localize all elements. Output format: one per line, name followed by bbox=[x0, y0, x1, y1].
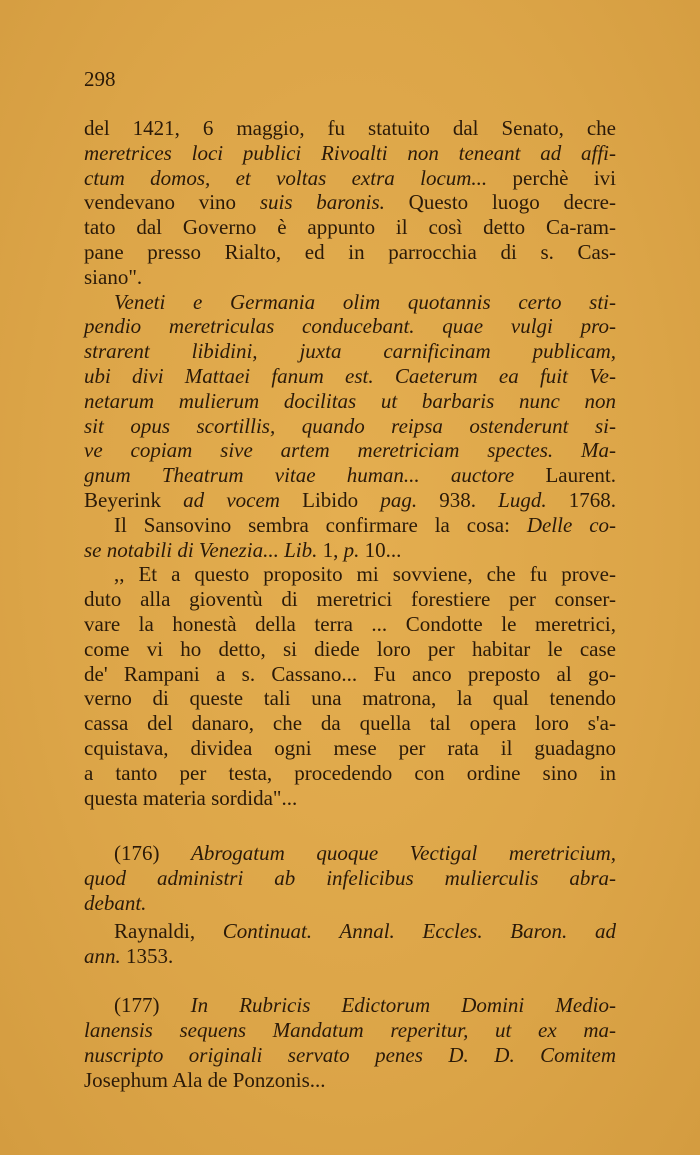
text-run: come vi ho detto, si diede loro per habitar le case bbox=[84, 636, 616, 661]
text-run: Questo luogo decre- bbox=[384, 190, 616, 215]
italic-text: nuscripto originali servato penes D. D. Comitem bbox=[84, 1043, 616, 1067]
text-run: cquistava, dividea ogni mese per rata il guadagno bbox=[84, 736, 616, 760]
footnote-176-line bbox=[114, 918, 616, 944]
footnote-176-line bbox=[114, 840, 616, 866]
footnote-177-line bbox=[114, 992, 616, 1018]
italic-text: ann. bbox=[84, 944, 121, 968]
italic-text: lanensis sequens Mandatum reperitur, ut ex ma- bbox=[84, 1018, 616, 1042]
footnote-176-line bbox=[84, 890, 616, 916]
text-run: 10... bbox=[359, 537, 402, 562]
text-run: perchè ivi bbox=[487, 165, 617, 190]
text-run: (177) bbox=[114, 993, 191, 1017]
text-run: del 1421, 6 maggio, fu statuito dal Senato, che bbox=[84, 116, 616, 140]
italic-text: suis baronis. bbox=[259, 190, 385, 215]
text-run: 1768. bbox=[546, 488, 617, 512]
main-line bbox=[84, 239, 616, 265]
text-run: pane presso Rialto, ed in parrocchia di s. Cas- bbox=[84, 240, 616, 264]
main-line bbox=[84, 264, 616, 290]
italic-text: ubi divi Mattaei fanum est. Caeterum ea fuit Ve- bbox=[84, 364, 616, 388]
text-run: Il Sansovino sembra confirmare la cosa: bbox=[114, 512, 527, 537]
text-run: Raynaldi, bbox=[114, 919, 223, 943]
main-line bbox=[84, 437, 616, 463]
main-line bbox=[84, 338, 616, 364]
text-run: (176) bbox=[114, 841, 192, 865]
main-line bbox=[84, 760, 616, 786]
main-line bbox=[114, 512, 616, 538]
text-run: tato dal Governo è appunto il così detto Ca-ram- bbox=[84, 215, 616, 240]
text-run: Beyerink bbox=[84, 488, 184, 512]
italic-text: Lugd. bbox=[498, 488, 547, 512]
main-line bbox=[84, 115, 616, 141]
text-run: a tanto per testa, procedendo con ordine sino in bbox=[84, 760, 616, 785]
main-line bbox=[84, 636, 616, 662]
main-line bbox=[84, 363, 616, 389]
main-line bbox=[84, 462, 616, 488]
italic-text: ad vocem bbox=[183, 488, 280, 512]
main-line bbox=[84, 313, 616, 339]
text-run: ,, Et a questo proposito mi sovviene, che fu prove- bbox=[114, 562, 616, 587]
italic-text: ve copiam sive artem meretriciam spectes. Ma- bbox=[84, 438, 616, 463]
italic-text: Abrogatum quoque Vectigal meretricium, bbox=[191, 841, 616, 865]
main-line bbox=[84, 189, 616, 215]
italic-text: netarum mulierum docilitas ut barbaris nunc non bbox=[84, 388, 616, 413]
italic-text: Veneti e Germania olim quotannis certo sti- bbox=[114, 289, 616, 314]
main-line bbox=[84, 685, 616, 711]
text-run: Josephum Ala de Ponzonis... bbox=[84, 1068, 326, 1092]
italic-text: pendio meretriculas conducebant. quae vulgi pro- bbox=[84, 314, 616, 339]
main-line bbox=[114, 289, 616, 315]
text-run: siano". bbox=[84, 264, 143, 289]
footnote-177-line bbox=[84, 1067, 616, 1093]
main-line bbox=[84, 586, 616, 612]
italic-text: ctum domos, et voltas extra locum... bbox=[84, 165, 488, 190]
text-run: vendevano vino bbox=[84, 190, 260, 215]
italic-text: gnum Theatrum vitae human... auctore bbox=[84, 463, 515, 488]
page-number: 298 bbox=[84, 67, 116, 91]
italic-text: Continuat. Annal. Eccles. Baron. ad bbox=[222, 919, 616, 943]
italic-text: quod administri ab infelicibus mulierculis abra- bbox=[84, 866, 616, 890]
italic-text: se notabili di Venezia... Lib. bbox=[84, 537, 318, 562]
main-line bbox=[84, 487, 616, 513]
main-line bbox=[84, 214, 616, 240]
main-line bbox=[84, 611, 616, 637]
text-run: cassa del danaro, che da quella tal opera loro s'a- bbox=[84, 711, 616, 736]
text-run: de' Rampani a s. Cassano... Fu anco preposto al go- bbox=[84, 661, 616, 686]
main-line bbox=[84, 710, 616, 736]
footnote-176-line bbox=[84, 865, 616, 891]
main-line bbox=[84, 537, 616, 563]
text-run: 938. bbox=[417, 488, 499, 512]
text-run: duto alla gioventù di meretrici forestiere per conser- bbox=[84, 587, 616, 612]
italic-text: In Rubricis Edictorum Domini Medio- bbox=[190, 993, 616, 1017]
main-line bbox=[84, 165, 616, 191]
footnote-177-line bbox=[84, 1042, 616, 1068]
italic-text: p. bbox=[343, 537, 360, 562]
text-run: vare la honestà della terra ... Condotte le meretrici, bbox=[84, 612, 616, 636]
italic-text: pag. bbox=[380, 488, 418, 512]
main-line bbox=[84, 785, 616, 811]
main-line bbox=[84, 661, 616, 687]
main-line bbox=[84, 735, 616, 761]
text-run: Libido bbox=[279, 488, 381, 512]
italic-text: debant. bbox=[84, 891, 147, 915]
main-line bbox=[84, 413, 616, 439]
italic-text: sit opus scortillis, quando reipsa ostenderunt si- bbox=[84, 413, 616, 438]
text-run: questa materia sordida"... bbox=[84, 785, 298, 810]
italic-text: strarent libidini, juxta carnificinam publicam, bbox=[84, 339, 616, 364]
text-run: Laurent. bbox=[514, 463, 616, 488]
text-run: 1, bbox=[317, 537, 344, 562]
main-line bbox=[84, 140, 616, 166]
footnote-177-line bbox=[84, 1017, 616, 1043]
italic-text: meretrices loci publici Rivoalti non teneant ad affi- bbox=[84, 140, 616, 165]
text-run: 1353. bbox=[120, 944, 174, 968]
text-run: verno di queste tali una matrona, la qual tenendo bbox=[84, 686, 616, 711]
main-line bbox=[114, 561, 616, 587]
footnote-176-line bbox=[84, 943, 616, 969]
main-line bbox=[84, 388, 616, 414]
italic-text: Delle co- bbox=[526, 512, 617, 537]
